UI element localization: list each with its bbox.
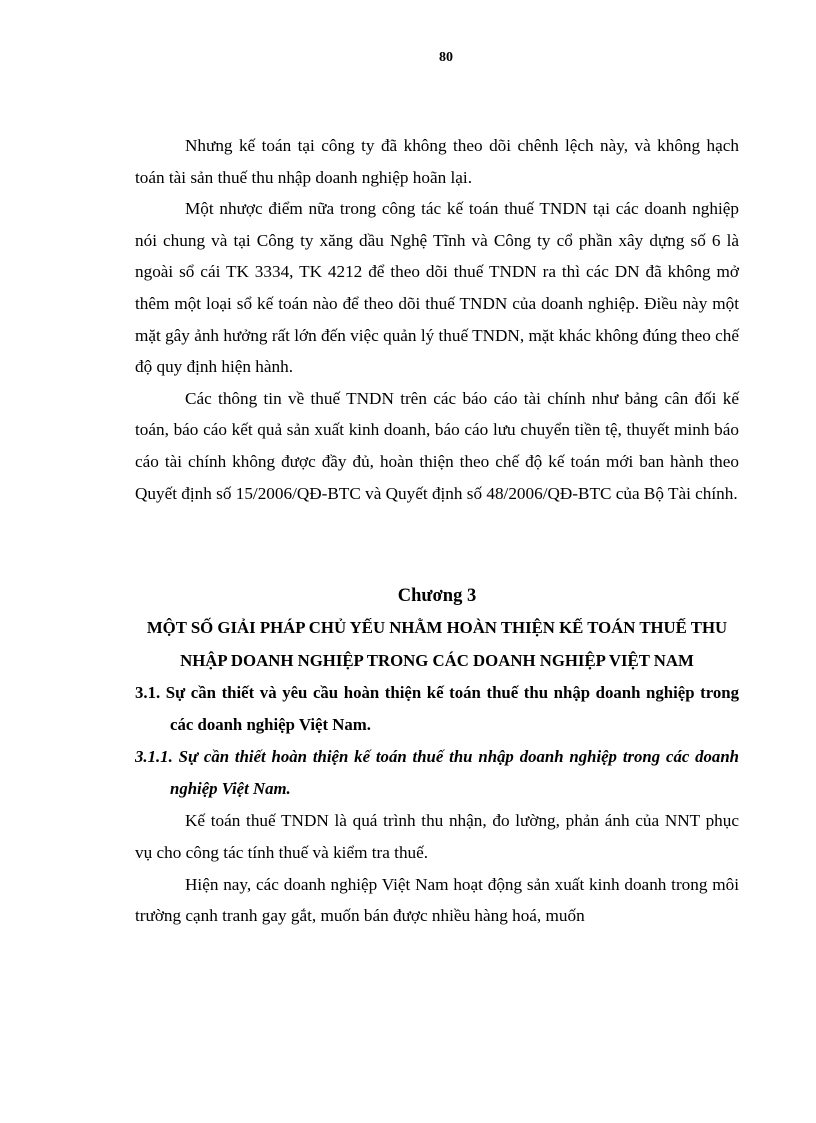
page-number: 80 [439,50,453,65]
chapter-subtitle: MỘT SỐ GIẢI PHÁP CHỦ YẾU NHẰM HOÀN THIỆN KẾ TOÁN THUẾ THU NHẬP DOANH NGHIỆP TRONG CÁC DOANH NGHIỆP VIỆT NAM [146,618,728,670]
paragraph-4: Kế toán thuế TNDN là quá trình thu nhận, đo lường, phản ánh của NNT phục vụ cho công tác tính thuế và kiểm tra thuế. [135,811,739,862]
section-heading: 3.1. Sự cần thiết và yêu cầu hoàn thiện kế toán thuế thu nhập doanh nghiệp trong các doanh nghiệp Việt Nam. [135,683,739,735]
paragraph-5: Hiện nay, các doanh nghiệp Việt Nam hoạt động sản xuất kinh doanh trong môi trường cạnh tranh gay gắt, muốn bán được nhiều hàng hoá, muốn [135,874,739,926]
paragraph-3: Các thông tin về thuế TNDN trên các báo cáo tài chính như bảng cân đối kế toán, báo cáo kết quả sản xuất kinh doanh, báo cáo lưu chuyển tiền tệ, thuyết minh báo cáo tài chính không được đầy đủ, hoàn thiện theo chế độ kế toán mới ban hành theo Quyết định số 15/2006/QĐ-BTC và Quyết định số 48/2006/QĐ-BTC của Bộ Tài chính. [135,388,739,503]
subsection-heading: 3.1.1. Sự cần thiết hoàn thiện kế toán thuế thu nhập doanh nghiệp trong các doanh nghiệp Việt Nam. [135,747,739,799]
document-body [135,130,739,932]
paragraph-2: Một nhược điểm nữa trong công tác kế toán thuế TNDN tại các doanh nghiệp nói chung và tại Công ty xăng dầu Nghệ Tĩnh và Công ty cổ phần xây dựng số 6 là ngoài sổ cái TK 3334, TK 4212 để theo dõi thuế TNDN ra thì các DN đã không mở thêm một loại sổ kế toán nào để theo dõi thuế TNDN của doanh nghiệp. Điều này một mặt gây ảnh hưởng rất lớn đến việc quản lý thuế TNDN, mặt khác không đúng theo chế độ quy định hiện hành. [135,199,739,377]
paragraph-1: Nhưng kế toán tại công ty đã không theo dõi chênh lệch này, và không hạch toán tài sản thuế thu nhập doanh nghiệp hoãn lại. [135,136,739,187]
chapter-title: Chương 3 [397,586,477,607]
